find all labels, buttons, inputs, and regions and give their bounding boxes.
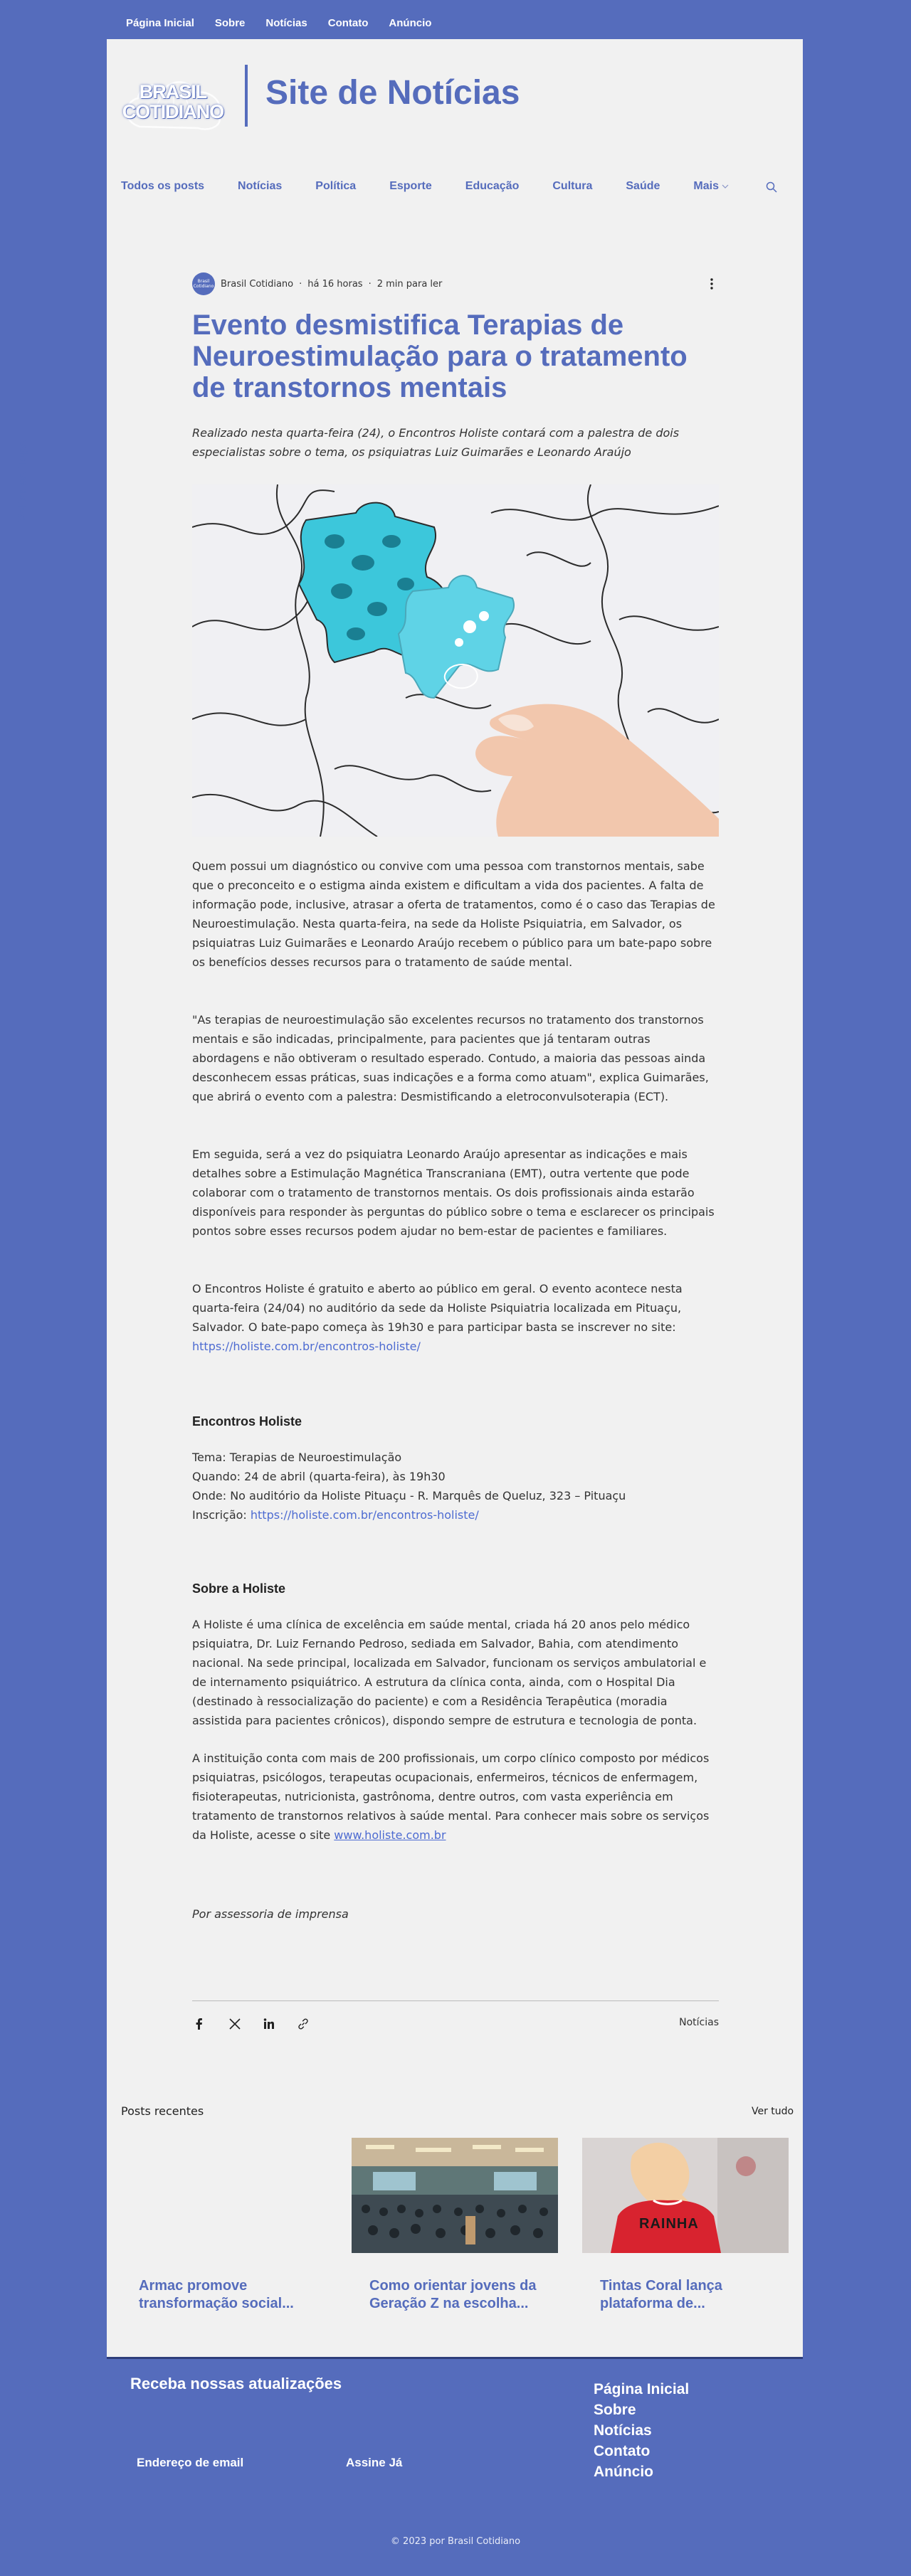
cat-more-label: Mais — [693, 180, 719, 192]
site-logo[interactable]: BRASIL COTIDIANO — [122, 81, 224, 122]
section-heading-event: Encontros Holiste — [192, 1414, 302, 1429]
event-when: Quando: 24 de abril (quarta-feira), às 19h30 — [192, 1470, 446, 1483]
paragraph — [192, 1279, 719, 1356]
meta-dot: · — [368, 278, 372, 290]
share-bar — [192, 2000, 719, 2043]
cat-education[interactable]: Educação — [465, 180, 520, 192]
paragraph — [192, 1749, 719, 1845]
card-image — [352, 2138, 558, 2253]
recent-post-card[interactable] — [352, 2138, 558, 2313]
cat-culture[interactable]: Cultura — [552, 180, 593, 192]
paragraph: "As terapias de neuroestimulação são excelentes recursos no tratamento dos transtornos mentais e são indicadas, principalmente, para pacientes que já tentaram outras abordagens e não obtiveram o resultado esperado. Contudo, a maioria das pessoas ainda desconhecem essas práticas, suas indicações e a forma como atuam", explica Guimarães, que abrirá o evento com a palestra: Desmistificando a eletroconvulsoterapia (ECT). — [192, 1013, 709, 1103]
paragraph: Em seguida, será a vez do psiquiatra Leonardo Araújo apresentar as indicações e mais detalhes sobre a Estimulação Magnética Transcraniana (EMT), outra vertente que pode colaborar com o tratamento de transtornos mentais. Os dois profissionais ainda estarão disponíveis para responder às perguntas do público sobre o tema e esclarecer os principais pontos sobre esses recursos podem ajudar no bem-estar de pacientes e familiares. — [192, 1147, 715, 1238]
cat-health[interactable]: Saúde — [626, 180, 660, 192]
cat-news[interactable]: Notícias — [238, 180, 283, 192]
avatar[interactable]: Brasil Cotidiano — [192, 272, 215, 295]
signoff: Por assessoria de imprensa — [192, 1907, 349, 1921]
event-topic: Tema: Terapias de Neuroestimulação — [192, 1451, 402, 1464]
article — [192, 272, 719, 1924]
read-time: 2 min para ler — [376, 278, 443, 290]
subscribe-title: Receba nossas atualizações — [130, 2375, 342, 2392]
cat-politics[interactable]: Política — [315, 180, 357, 192]
back-to-top-link[interactable]: Voltar ao Topo — [16, 439, 29, 522]
subscribe-button[interactable]: Assine Já — [346, 2456, 403, 2469]
facebook-icon[interactable] — [192, 2017, 206, 2031]
paragraph-text: A instituição conta com mais de 200 profissionais, um corpo clínico composto por médicos psiquiatras, psicólogos, terapeutas ocupacionais, enfermeiros, técnicos de enfermagem, fisioterapeutas, nutricionista, gastrônoma, dentre outros, com vasta experiência em tratamento de transtornos relativos à saúde mental. Para conhecer mais sobre os serviços da Holiste, acesse o site — [192, 1751, 710, 1842]
post-title: Evento desmistifica Terapias de Neuroestimulação para o tratamento de transtornos mentais — [192, 309, 688, 403]
copyright: © 2023 por Brasil Cotidiano — [390, 2536, 521, 2547]
footer-nav-ads[interactable]: Anúncio — [594, 2464, 653, 2480]
site-title: Site de Notícias — [265, 74, 520, 112]
nav-ads[interactable]: Anúncio — [389, 17, 432, 29]
title-divider — [245, 65, 248, 127]
linkedin-icon[interactable] — [262, 2017, 276, 2031]
chevron-down-icon — [722, 184, 729, 189]
cat-sports[interactable]: Esporte — [389, 180, 432, 192]
cat-all[interactable]: Todos os posts — [121, 180, 205, 192]
section-heading-about: Sobre a Holiste — [192, 1581, 286, 1596]
more-options-icon[interactable] — [705, 277, 719, 291]
event-where: Onde: No auditório da Holiste Pituaçu - R. Marquês de Queluz, 323 – Pituaçu — [192, 1489, 626, 1502]
nav-news[interactable]: Notícias — [265, 17, 307, 29]
top-nav — [126, 17, 431, 29]
footer-nav-home[interactable]: Página Inicial — [594, 2381, 690, 2397]
nav-home[interactable]: Página Inicial — [126, 17, 194, 29]
hero-image — [192, 484, 719, 837]
cat-more[interactable] — [693, 180, 729, 193]
post-time: há 16 horas — [307, 278, 363, 290]
nav-about[interactable]: Sobre — [214, 17, 246, 29]
card-image — [121, 2138, 327, 2253]
footer-divider — [107, 2357, 803, 2359]
post-meta — [192, 272, 719, 295]
footer-nav-news[interactable]: Notícias — [594, 2422, 652, 2439]
auditorium-photo-icon — [352, 2138, 558, 2253]
recent-post-card[interactable] — [582, 2138, 789, 2313]
footer-nav — [594, 2379, 689, 2482]
puzzle-icon — [192, 484, 719, 837]
card-title[interactable]: Como orientar jovens da Geração Z na escolha... — [369, 2278, 537, 2311]
holiste-site-link[interactable]: www.holiste.com.br — [334, 1828, 446, 1842]
registration-link[interactable]: https://holiste.com.br/encontros-holiste/ — [250, 1508, 479, 1522]
shirt-text: RAINHA — [639, 2216, 699, 2232]
store-photo-icon — [582, 2138, 789, 2253]
email-input[interactable]: Endereço de email — [137, 2456, 244, 2469]
meta-dot: · — [299, 278, 302, 290]
event-details — [192, 1448, 719, 1525]
post-tag[interactable]: Notícias — [679, 2017, 719, 2028]
nav-contact[interactable]: Contato — [327, 17, 369, 29]
event-link[interactable]: https://holiste.com.br/encontros-holiste/ — [192, 1340, 421, 1353]
x-icon[interactable] — [228, 2017, 242, 2031]
paragraph: Quem possui um diagnóstico ou convive com uma pessoa com transtornos mentais, sabe que o preconceito e o estigma ainda existem e dificultam a vida dos pacientes. A falta de informação pode, inclusive, atrasar a oferta de tratamentos, como é o caso das Terapias de Neuroestimulação. Nesta quarta-feira, na sede da Holiste Psiquiatria, em Salvador, os psiquiatras Luiz Guimarães e Leonardo Araújo recebem o público para um bate-papo sobre os benefícios desses recursos para o tratamento de saúde mental. — [192, 859, 715, 969]
event-registration: Inscrição: https://holiste.com.br/encontros-holiste/ — [192, 1508, 479, 1522]
category-nav — [121, 180, 762, 193]
author-name[interactable]: Brasil Cotidiano — [221, 278, 294, 290]
recent-posts-heading: Posts recentes — [121, 2104, 204, 2118]
card-title[interactable]: Tintas Coral lança plataforma de... — [600, 2278, 722, 2311]
paragraph: A Holiste é uma clínica de excelência em saúde mental, criada há 20 anos pelo médico psiquiatra, Dr. Luiz Fernando Pedroso, sediada em Salvador, Bahia, com atendimento nacional. Na sede principal, localizada em Salvador, funcionam os serviços ambulatorial e de internamento psiquiátrico. A estrutura da clínica conta, ainda, com o Hospital Dia (destinado à ressocialização do paciente) e com a Residência Terapêutica (moradia assistida para pacientes crônicos), dispondo sempre de estrutura e tecnologia de ponta. — [192, 1618, 707, 1727]
footer-nav-contact[interactable]: Contato — [594, 2443, 651, 2459]
recent-post-card[interactable] — [121, 2138, 327, 2313]
paragraph-text: O Encontros Holiste é gratuito e aberto ao público em geral. O evento acontece nesta quarta-feira (24/04) no auditório da sede da Holiste Psiquiatria localizada em Pituaçu, Salvador. O bate-papo começa às 19h30 e para participar basta se inscrever no site: — [192, 1282, 683, 1334]
see-all-link[interactable]: Ver tudo — [752, 2106, 794, 2117]
card-image — [582, 2138, 789, 2253]
footer-nav-about[interactable]: Sobre — [594, 2402, 636, 2418]
search-icon[interactable] — [766, 181, 777, 193]
card-title[interactable]: Armac promove transformação social... — [139, 2278, 294, 2311]
post-lead: Realizado nesta quarta-feira (24), o Encontros Holiste contará com a palestra de dois especialistas sobre o tema, os psiquiatras Luiz Guimarães e Leonardo Araújo — [192, 426, 680, 459]
link-icon[interactable] — [296, 2017, 310, 2031]
masthead — [107, 39, 803, 159]
